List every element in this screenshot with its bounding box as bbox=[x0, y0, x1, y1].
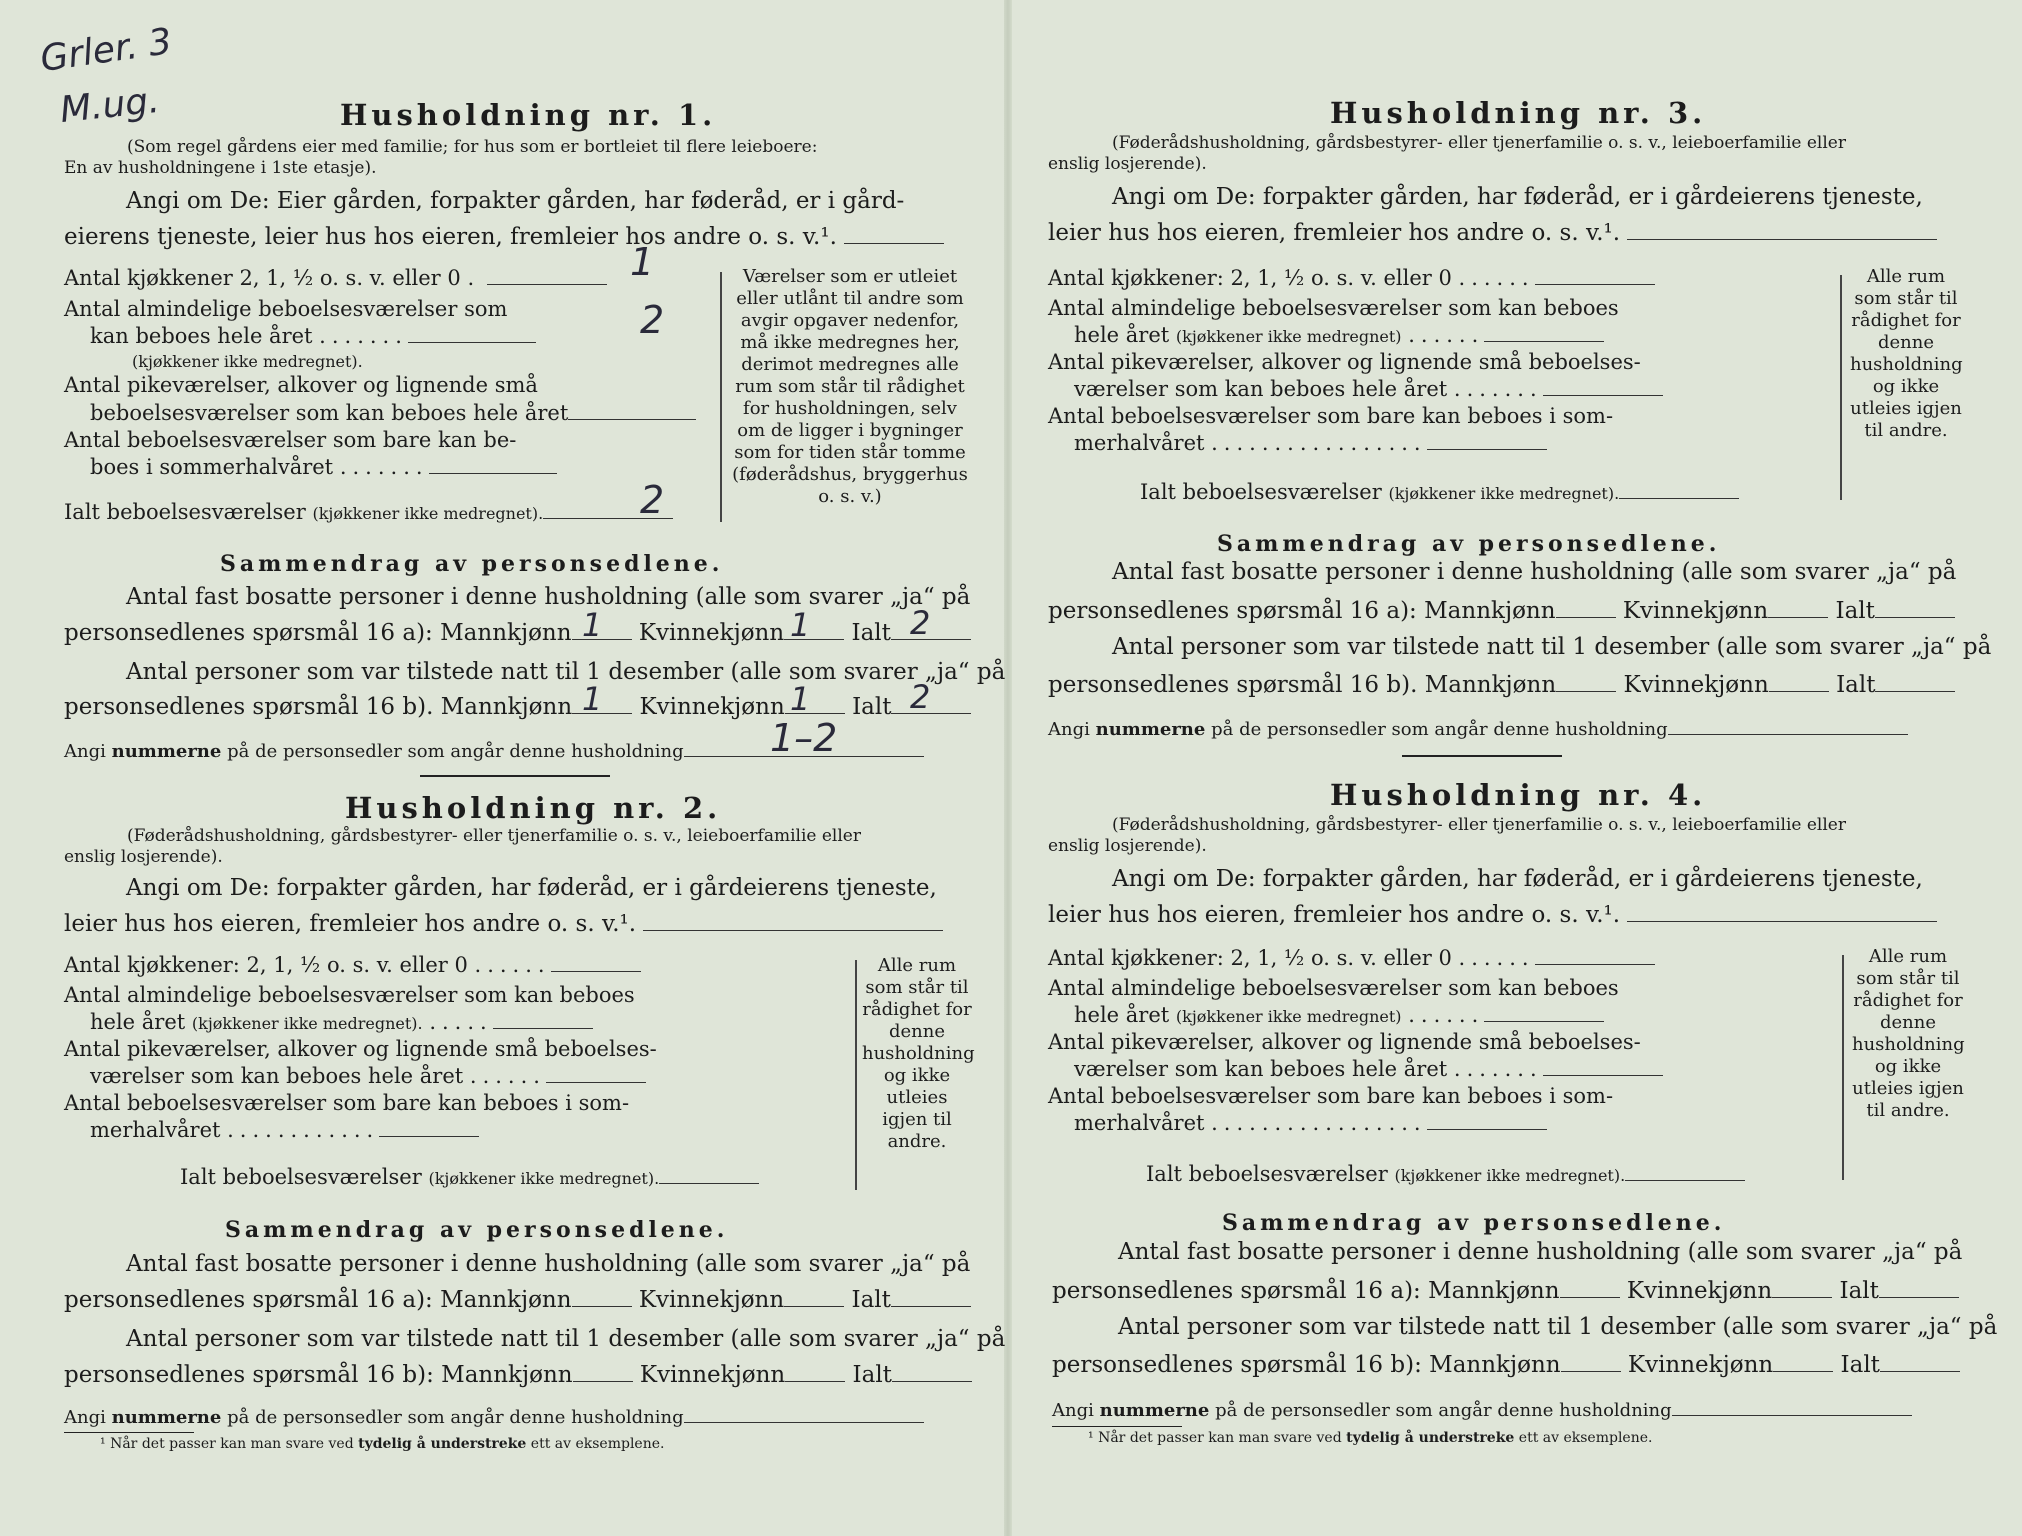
h1-kjokken-row: Antal kjøkkener 2, 1, ½ o. s. v. eller 0 . bbox=[64, 266, 607, 290]
h3-b-mann-label: Mannkjønn bbox=[1424, 672, 1557, 698]
h1-a-ialt-value: 2 bbox=[910, 604, 931, 642]
h1-pike-field[interactable] bbox=[568, 401, 696, 420]
footnote-left-num: ¹ bbox=[100, 1436, 106, 1452]
h4-pike-label-a: Antal pikeværelser, alkover og lignende små beboelses- bbox=[1048, 1030, 1641, 1054]
h3-summary-heading: Sammendrag av personsedlene. bbox=[1217, 531, 1721, 557]
h1-a-kvinne-label: Kvinnekjønn bbox=[638, 620, 785, 646]
h3-ialt-field[interactable] bbox=[1619, 480, 1739, 499]
h2-sommer-label-b: merhalvåret bbox=[90, 1118, 221, 1142]
h3-b-kvinne-label: Kvinnekjønn bbox=[1623, 672, 1769, 698]
h1-b-ialt-value: 2 bbox=[910, 678, 931, 716]
h4-summary-a-row bbox=[1052, 1278, 1959, 1304]
h2-numre-rest: på de personsedler som angår denne husholdning bbox=[227, 1407, 684, 1428]
h4-ialt-note: (kjøkkener ikke medregnet). bbox=[1394, 1166, 1626, 1185]
h1-b-mann-value: 1 bbox=[582, 680, 603, 718]
h3-a-kvinne-label: Kvinnekjønn bbox=[1622, 598, 1769, 624]
footnote-right-bold: tydelig å understreke bbox=[1346, 1430, 1515, 1446]
h1-a-mann-label: Mannkjønn bbox=[440, 620, 572, 646]
h1-summary-heading: Sammendrag av personsedlene. bbox=[220, 551, 724, 577]
h4-kjokken-field[interactable] bbox=[1535, 946, 1655, 965]
h3-sommer-label-a: Antal beboelsesværelser som bare kan beboes i som- bbox=[1048, 404, 1614, 428]
h4-sommer-field[interactable] bbox=[1427, 1111, 1547, 1130]
h2-numre-label: Angi bbox=[64, 1407, 106, 1428]
h4-ialt-label: Ialt beboelsesværelser bbox=[1146, 1162, 1388, 1186]
h4-note-line1: (Føderådshusholdning, gårdsbestyrer- eller tjenerfamilie o. s. v., leieboerfamilie eller bbox=[1112, 815, 1846, 835]
h4-alm-label-b: hele året bbox=[1074, 1003, 1170, 1027]
h4-numre-label: Angi bbox=[1052, 1400, 1094, 1421]
h1-alm-label-b: kan beboes hele året bbox=[90, 324, 313, 348]
h3-kjokken-row: Antal kjøkkener: 2, 1, ½ o. s. v. eller 0 ...... bbox=[1048, 266, 1655, 290]
h1-summary-line3: Antal personer som var tilstede natt til 1 desember (alle som svarer „ja“ på bbox=[126, 659, 1006, 685]
h3-ialt-note: (kjøkkener ikke medregnet). bbox=[1388, 484, 1620, 503]
h1-title: Husholdning nr. 1. bbox=[340, 98, 717, 132]
h3-side-note: Alle rum som står til rådighet for denne husholdning og ikke utleies igjen til andre. bbox=[1850, 266, 1963, 441]
h2-title: Husholdning nr. 2. bbox=[345, 791, 722, 825]
h4-b-mann-field[interactable] bbox=[1561, 1353, 1621, 1372]
h4-alm-note: (kjøkkener ikke medregnet) bbox=[1175, 1007, 1402, 1026]
h2-angi-answer-line[interactable] bbox=[643, 912, 943, 931]
footnote-right-pre: Når det passer kan man svare ved bbox=[1098, 1430, 1342, 1446]
h1-ialt-value: 2 bbox=[640, 478, 665, 522]
h3-alm-field[interactable] bbox=[1484, 323, 1604, 342]
h2-b-ialt-field[interactable] bbox=[892, 1363, 972, 1382]
h4-sommer-label-b: merhalvåret bbox=[1074, 1111, 1205, 1135]
h2-b-kvinne-label: Kvinnekjønn bbox=[639, 1362, 786, 1388]
h2-b-ialt-label: Ialt bbox=[852, 1362, 892, 1388]
h4-angi-line2-row bbox=[1048, 902, 1937, 928]
h4-sommer-label-a: Antal beboelsesværelser som bare kan beboes i som- bbox=[1048, 1084, 1614, 1108]
left-page bbox=[0, 0, 1006, 1536]
h1-angi-line2-text: eierens tjeneste, leier hus hos eieren, fremleier hos andre o. s. v.¹. bbox=[64, 224, 837, 250]
h2-a-kvinne-field[interactable] bbox=[784, 1288, 844, 1307]
h4-pike-label-b: værelser som kan beboes hele året bbox=[1074, 1057, 1448, 1081]
h4-a-ialt-label: Ialt bbox=[1839, 1278, 1879, 1304]
h2-a-ialt-label: Ialt bbox=[851, 1287, 891, 1313]
h2-ialt-row bbox=[180, 1165, 759, 1191]
h1-kjokken-label: Antal kjøkkener 2, 1, ½ o. s. v. eller 0 bbox=[64, 266, 461, 290]
footnote-right bbox=[1088, 1430, 1652, 1446]
h1-note-line2: En av husholdningene i 1ste etasje). bbox=[64, 158, 377, 178]
h2-brace bbox=[855, 960, 857, 1190]
h3-angi-answer-line[interactable] bbox=[1627, 221, 1937, 240]
h1-numre-value: 1–2 bbox=[770, 716, 838, 760]
h1-b-ialt-label: Ialt bbox=[852, 694, 892, 720]
h2-side-note: Alle rum som står til rådighet for denne husholdning og ikke utleies igjen til andre. bbox=[862, 955, 975, 1152]
h3-note-line2: enslig losjerende). bbox=[1048, 154, 1207, 174]
h2-ialt-label: Ialt beboelsesværelser bbox=[180, 1165, 422, 1189]
h1-sommer-label-b: boes i sommerhalvåret bbox=[90, 455, 334, 479]
h2-angi-line1: Angi om De: forpakter gården, har føderåd, er i gårdeierens tjeneste, bbox=[126, 875, 937, 901]
h3-b-ialt-label: Ialt bbox=[1836, 672, 1876, 698]
h1-pike-label-a: Antal pikeværelser, alkover og lignende små bbox=[64, 373, 538, 397]
h1-a-mann-value: 1 bbox=[582, 606, 603, 644]
h1-numre-label: Angi bbox=[64, 741, 106, 762]
h1-summary-line1: Antal fast bosatte personer i denne husholdning (alle som svarer „ja“ på bbox=[126, 584, 971, 610]
h1-a-kvinne-value: 1 bbox=[790, 606, 811, 644]
h4-a-mann-field[interactable] bbox=[1560, 1279, 1620, 1298]
h1-brace bbox=[720, 272, 722, 522]
footnote-right-post: ett av eksemplene. bbox=[1518, 1430, 1653, 1446]
h4-b-mann-label: Mannkjønn bbox=[1429, 1352, 1561, 1378]
h4-summary-b-label: personsedlenes spørsmål 16 b): bbox=[1052, 1352, 1422, 1378]
h2-pike-label-a: Antal pikeværelser, alkover og lignende små beboelses- bbox=[64, 1037, 657, 1061]
h1-numre-bold: nummerne bbox=[111, 741, 222, 762]
right-page bbox=[1012, 0, 2002, 1536]
handwritten-annotation-a: Grler. 3 bbox=[37, 21, 175, 80]
h4-pike-field[interactable] bbox=[1543, 1057, 1663, 1076]
h3-a-ialt-label: Ialt bbox=[1835, 598, 1875, 624]
h3-summary-a-row bbox=[1048, 598, 1955, 624]
h2-pike-field[interactable] bbox=[546, 1064, 646, 1083]
h3-a-kvinne-field[interactable] bbox=[1768, 599, 1828, 618]
h4-b-kvinne-label: Kvinnekjønn bbox=[1627, 1352, 1774, 1378]
h1-side-note: Værelser som er utleiet eller utlånt til andre som avgir opgaver nedenfor, må ikke medregnes her, derimot medregnes alle rum som står til rådighet for husholdningen, selv om de ligger i bygninger som for tiden står tomme (føderådshus, bryggerhus o. s. v.) bbox=[732, 266, 968, 507]
h3-ialt-label: Ialt beboelsesværelser bbox=[1140, 480, 1382, 504]
h3-summary-b-label: personsedlenes spørsmål 16 b). bbox=[1048, 672, 1418, 698]
h1-sommer-label-a: Antal beboelsesværelser som bare kan be- bbox=[64, 428, 517, 452]
h4-numre-rest: på de personsedler som angår denne husholdning bbox=[1215, 1400, 1672, 1421]
h3-alm-label-b: hele året bbox=[1074, 323, 1170, 347]
h4-alm-row: hele året (kjøkkener ikke medregnet) ...... bbox=[1074, 1003, 1604, 1029]
h4-alm-field[interactable] bbox=[1484, 1003, 1604, 1022]
h4-numre-field[interactable] bbox=[1672, 1397, 1912, 1416]
h4-a-kvinne-field[interactable] bbox=[1772, 1279, 1832, 1298]
h3-h4-separator bbox=[1402, 755, 1562, 757]
h1-summary-a-label: personsedlenes spørsmål 16 a): bbox=[64, 620, 433, 646]
h4-pike-row: værelser som kan beboes hele året ....... bbox=[1074, 1057, 1663, 1081]
h3-angi-line2-row bbox=[1048, 220, 1937, 246]
footnote-rule-left bbox=[64, 1432, 194, 1433]
h3-sommer-label-b: merhalvåret bbox=[1074, 431, 1205, 455]
h1-b-ialt-field[interactable] bbox=[891, 695, 971, 714]
h2-b-kvinne-field[interactable] bbox=[785, 1363, 845, 1382]
h3-summary-b-row bbox=[1048, 672, 1955, 698]
h3-pike-row: værelser som kan beboes hele året ....... bbox=[1074, 377, 1663, 401]
h4-a-ialt-field[interactable] bbox=[1879, 1279, 1959, 1298]
h3-sommer-row: merhalvåret ................. bbox=[1074, 431, 1547, 455]
h1-alm-field[interactable] bbox=[408, 324, 536, 343]
h2-numre-row bbox=[64, 1404, 924, 1428]
h1-pike-row bbox=[90, 401, 696, 425]
h2-sommer-row: merhalvåret ............ bbox=[90, 1118, 479, 1142]
h4-sommer-row: merhalvåret ................. bbox=[1074, 1111, 1547, 1135]
h3-alm-row: hele året (kjøkkener ikke medregnet) ...... bbox=[1074, 323, 1604, 349]
h2-summary-line3: Antal personer som var tilstede natt til 1 desember (alle som svarer „ja“ på bbox=[126, 1326, 1006, 1352]
h3-summary-line1: Antal fast bosatte personer i denne husholdning (alle som svarer „ja“ på bbox=[1112, 559, 1957, 585]
h1-alm-label-a: Antal almindelige beboelsesværelser som bbox=[64, 297, 508, 321]
h1-note-line1: (Som regel gårdens eier med familie; for hus som er bortleiet til flere leieboere: bbox=[127, 137, 818, 157]
h1-a-ialt-field[interactable] bbox=[891, 621, 971, 640]
h3-angi-line1: Angi om De: forpakter gården, har føderåd, er i gårdeierens tjeneste, bbox=[1112, 184, 1923, 210]
h3-pike-field[interactable] bbox=[1543, 377, 1663, 396]
h2-kjokken-row: Antal kjøkkener: 2, 1, ½ o. s. v. eller 0 ...... bbox=[64, 953, 641, 977]
h3-summary-a-label: personsedlenes spørsmål 16 a): bbox=[1048, 598, 1417, 624]
h4-numre-bold: nummerne bbox=[1099, 1400, 1210, 1421]
h4-ialt-row bbox=[1146, 1162, 1745, 1188]
h1-alm-row: kan beboes hele året ....... bbox=[90, 324, 536, 348]
h3-alm-note: (kjøkkener ikke medregnet) bbox=[1175, 327, 1402, 346]
h2-summary-a-label: personsedlenes spørsmål 16 a): bbox=[64, 1287, 433, 1313]
h2-summary-a-row bbox=[64, 1287, 971, 1313]
h2-angi-line2-row bbox=[64, 911, 943, 937]
footnote-left-bold: tydelig å understreke bbox=[358, 1436, 527, 1452]
h4-kjokken-row: Antal kjøkkener: 2, 1, ½ o. s. v. eller 0 ...... bbox=[1048, 946, 1655, 970]
h3-a-ialt-field[interactable] bbox=[1875, 599, 1955, 618]
h3-numre-row bbox=[1048, 716, 1908, 740]
h1-kjokken-value: 1 bbox=[630, 240, 655, 284]
h2-alm-field[interactable] bbox=[493, 1010, 593, 1029]
h1-b-kvinne-value: 1 bbox=[790, 680, 811, 718]
h2-alm-label-b: hele året bbox=[90, 1010, 186, 1034]
h3-alm-label-a: Antal almindelige beboelsesværelser som kan beboes bbox=[1048, 296, 1619, 320]
h3-kjokken-label: Antal kjøkkener: 2, 1, ½ o. s. v. eller 0 bbox=[1048, 266, 1452, 290]
h2-summary-line1: Antal fast bosatte personer i denne husholdning (alle som svarer „ja“ på bbox=[126, 1251, 971, 1277]
h3-summary-line3: Antal personer som var tilstede natt til 1 desember (alle som svarer „ja“ på bbox=[1112, 634, 1992, 660]
h1-pike-label-b: beboelsesværelser som kan beboes hele året bbox=[90, 401, 569, 425]
h1-ialt-note: (kjøkkener ikke medregnet). bbox=[312, 504, 544, 523]
h2-a-ialt-field[interactable] bbox=[891, 1288, 971, 1307]
h1-ialt-label: Ialt beboelsesværelser bbox=[64, 500, 306, 524]
h4-angi-line2: leier hus hos eieren, fremleier hos andre o. s. v.¹. bbox=[1048, 902, 1621, 928]
h2-alm-label-a: Antal almindelige beboelsesværelser som kan beboes bbox=[64, 983, 635, 1007]
h1-angi-answer-line[interactable] bbox=[844, 225, 944, 244]
h1-ialt-row bbox=[64, 500, 673, 526]
h1-sommer-field[interactable] bbox=[429, 455, 557, 474]
footnote-left-pre: Når det passer kan man svare ved bbox=[110, 1436, 354, 1452]
h4-summary-line3: Antal personer som var tilstede natt til 1 desember (alle som svarer „ja“ på bbox=[1118, 1314, 1998, 1340]
h4-alm-label-a: Antal almindelige beboelsesværelser som kan beboes bbox=[1048, 976, 1619, 1000]
footnote-left bbox=[100, 1436, 664, 1452]
h2-summary-b-label: personsedlenes spørsmål 16 b): bbox=[64, 1362, 434, 1388]
h4-summary-b-row bbox=[1052, 1352, 1960, 1378]
h4-ialt-field[interactable] bbox=[1625, 1162, 1745, 1181]
h3-ialt-row bbox=[1140, 480, 1739, 506]
h2-alm-note: (kjøkkener ikke medregnet). bbox=[191, 1014, 423, 1033]
h3-numre-rest: på de personsedler som angår denne husholdning bbox=[1211, 719, 1668, 740]
h3-pike-label-b: værelser som kan beboes hele året bbox=[1074, 377, 1448, 401]
h3-pike-label-a: Antal pikeværelser, alkover og lignende små beboelses- bbox=[1048, 350, 1641, 374]
h2-pike-row: værelser som kan beboes hele året ...... bbox=[90, 1064, 646, 1088]
h1-kjokken-field[interactable] bbox=[487, 266, 607, 285]
h3-b-kvinne-field[interactable] bbox=[1769, 673, 1829, 692]
h1-h2-separator bbox=[420, 775, 610, 777]
h3-numre-bold: nummerne bbox=[1095, 719, 1206, 740]
h2-numre-bold: nummerne bbox=[111, 1407, 222, 1428]
h2-b-mann-field[interactable] bbox=[573, 1363, 633, 1382]
h2-b-mann-label: Mannkjønn bbox=[441, 1362, 573, 1388]
h4-summary-line1: Antal fast bosatte personer i denne husholdning (alle som svarer „ja“ på bbox=[1118, 1239, 1963, 1265]
h3-numre-field[interactable] bbox=[1668, 716, 1908, 735]
h1-alm-value: 2 bbox=[640, 298, 665, 342]
h2-kjokken-label: Antal kjøkkener: 2, 1, ½ o. s. v. eller 0 bbox=[64, 953, 468, 977]
h4-summary-heading: Sammendrag av personsedlene. bbox=[1222, 1210, 1726, 1236]
h2-kjokken-field[interactable] bbox=[551, 953, 641, 972]
h2-pike-label-b: værelser som kan beboes hele året bbox=[90, 1064, 464, 1088]
h1-alm-note: (kjøkkener ikke medregnet). bbox=[132, 352, 363, 371]
h2-alm-row: hele året (kjøkkener ikke medregnet). ..... bbox=[90, 1010, 593, 1036]
h2-a-mann-field[interactable] bbox=[572, 1288, 632, 1307]
h3-note-line1: (Føderådshusholdning, gårdsbestyrer- eller tjenerfamilie o. s. v., leieboerfamilie eller bbox=[1112, 133, 1846, 153]
handwritten-annotation-b: M.ug. bbox=[58, 79, 162, 132]
h2-summary-b-row bbox=[64, 1362, 972, 1388]
page-fold bbox=[1004, 0, 1012, 1536]
h4-numre-row bbox=[1052, 1397, 1912, 1421]
h3-title: Husholdning nr. 3. bbox=[1330, 96, 1707, 130]
h4-side-note: Alle rum som står til rådighet for denne husholdning og ikke utleies igjen til andre. bbox=[1852, 946, 1965, 1121]
h3-numre-label: Angi bbox=[1048, 719, 1090, 740]
h4-title: Husholdning nr. 4. bbox=[1330, 778, 1707, 812]
h4-b-ialt-label: Ialt bbox=[1840, 1352, 1880, 1378]
h3-b-mann-field[interactable] bbox=[1556, 673, 1616, 692]
h4-angi-answer-line[interactable] bbox=[1627, 903, 1937, 922]
h4-summary-a-label: personsedlenes spørsmål 16 a): bbox=[1052, 1278, 1421, 1304]
h3-a-mann-field[interactable] bbox=[1556, 599, 1616, 618]
h1-summary-a-row bbox=[64, 620, 971, 646]
h2-note-line1: (Føderådshusholdning, gårdsbestyrer- eller tjenerfamilie o. s. v., leieboerfamilie eller bbox=[127, 826, 861, 846]
footnote-right-num: ¹ bbox=[1088, 1430, 1094, 1446]
h4-b-ialt-field[interactable] bbox=[1880, 1353, 1960, 1372]
h1-angi-line2 bbox=[64, 224, 944, 250]
footnote-left-post: ett av eksemplene. bbox=[530, 1436, 665, 1452]
h2-note-line2: enslig losjerende). bbox=[64, 847, 223, 867]
h2-angi-line2: leier hus hos eieren, fremleier hos andre o. s. v.¹. bbox=[64, 911, 637, 937]
h1-a-ialt-label: Ialt bbox=[851, 620, 891, 646]
h3-sommer-field[interactable] bbox=[1427, 431, 1547, 450]
h1-sommer-row: boes i sommerhalvåret ....... bbox=[90, 455, 557, 479]
h4-b-kvinne-field[interactable] bbox=[1773, 1353, 1833, 1372]
h2-a-mann-label: Mannkjønn bbox=[440, 1287, 572, 1313]
h3-a-mann-label: Mannkjønn bbox=[1424, 598, 1556, 624]
h4-brace bbox=[1842, 955, 1844, 1180]
h2-sommer-label-a: Antal beboelsesværelser som bare kan beboes i som- bbox=[64, 1091, 630, 1115]
h3-kjokken-field[interactable] bbox=[1535, 266, 1655, 285]
h1-b-mann-label: Mannkjønn bbox=[440, 694, 573, 720]
h2-summary-heading: Sammendrag av personsedlene. bbox=[225, 1217, 729, 1243]
h4-kjokken-label: Antal kjøkkener: 2, 1, ½ o. s. v. eller 0 bbox=[1048, 946, 1452, 970]
h1-angi-line1: Angi om De: Eier gården, forpakter gården, har føderåd, er i gård- bbox=[126, 188, 905, 214]
h3-b-ialt-field[interactable] bbox=[1875, 673, 1955, 692]
h2-numre-field[interactable] bbox=[684, 1404, 924, 1423]
h4-a-kvinne-label: Kvinnekjønn bbox=[1626, 1278, 1773, 1304]
h4-note-line2: enslig losjerende). bbox=[1048, 836, 1207, 856]
h3-angi-line2: leier hus hos eieren, fremleier hos andre o. s. v.¹. bbox=[1048, 220, 1621, 246]
h3-brace bbox=[1840, 275, 1842, 500]
h2-ialt-field[interactable] bbox=[659, 1165, 759, 1184]
h4-a-mann-label: Mannkjønn bbox=[1428, 1278, 1560, 1304]
footnote-rule-right bbox=[1052, 1426, 1182, 1427]
h4-angi-line1: Angi om De: forpakter gården, har føderåd, er i gårdeierens tjeneste, bbox=[1112, 866, 1923, 892]
h2-ialt-note: (kjøkkener ikke medregnet). bbox=[428, 1169, 660, 1188]
h1-b-kvinne-label: Kvinnekjønn bbox=[639, 694, 785, 720]
h1-summary-b-label: personsedlenes spørsmål 16 b). bbox=[64, 694, 434, 720]
h1-numre-rest: på de personsedler som angår denne husholdning bbox=[227, 741, 684, 762]
h2-a-kvinne-label: Kvinnekjønn bbox=[638, 1287, 785, 1313]
h2-sommer-field[interactable] bbox=[379, 1118, 479, 1137]
